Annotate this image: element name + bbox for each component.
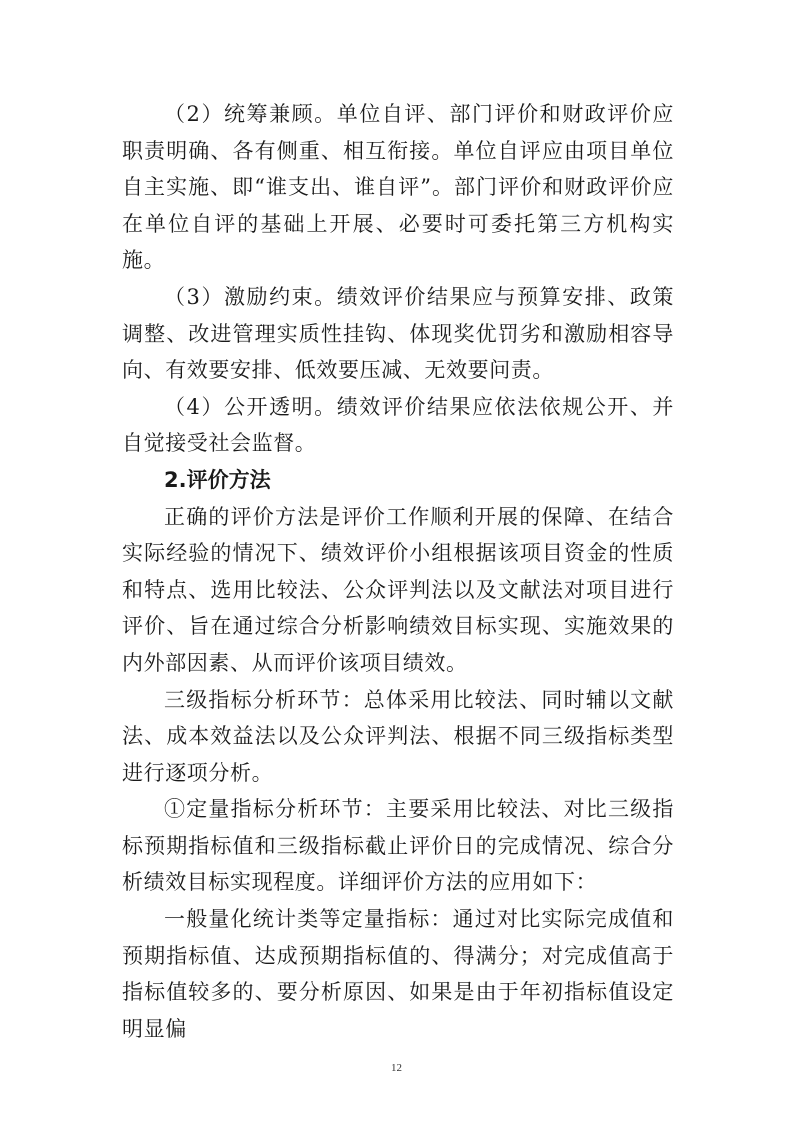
paragraph-incentive: （3）激励约束。绩效评价结果应与预算安排、政策调整、改进管理实质性挂钩、体现奖优罚劣和激励相容导向、有效要安排、低效要压减、无效要问责。 xyxy=(122,284,674,383)
paragraph-general-quantitative: 一般量化统计类等定量指标：通过对比实际完成值和预期指标值、达成预期指标值的、得满分；对完成值高于指标值较多的、要分析原因、如果是由于年初指标值设定明显偏 xyxy=(122,907,674,1041)
paragraph-transparency: （4）公开透明。绩效评价结果应依法依规公开、并自觉接受社会监督。 xyxy=(122,394,674,456)
document-body xyxy=(122,96,674,1047)
paragraph-quantitative-analysis: ①定量指标分析环节：主要采用比较法、对比三级指标预期指标值和三级指标截止评价日的完成情况、综合分析绩效目标实现程度。详细评价方法的应用如下： xyxy=(122,797,674,895)
paragraph-tier3-analysis: 三级指标分析环节：总体采用比较法、同时辅以文献法、成本效益法以及公众评判法、根据不同三级指标类型进行逐项分析。 xyxy=(122,687,674,785)
paragraph-coordination: （2）统筹兼顾。单位自评、部门评价和财政评价应职责明确、各有侧重、相互衔接。单位自评应由项目单位自主实施、即“谁支出、谁自评”。部门评价和财政评价应在单位自评的基础上开展、必要时可委托第三方机构实施。 xyxy=(122,102,674,273)
section-heading-evaluation-method: 2.评价方法 xyxy=(164,467,271,492)
page-number: 12 xyxy=(391,1062,402,1074)
paragraph-method-overview: 正确的评价方法是评价工作顺利开展的保障、在结合实际经验的情况下、绩效评价小组根据该项目资金的性质和特点、选用比较法、公众评判法以及文献法对项目进行评价、旨在通过综合分析影响绩效目标实现、实施效果的内外部因素、从而评价该项目绩效。 xyxy=(122,504,674,675)
